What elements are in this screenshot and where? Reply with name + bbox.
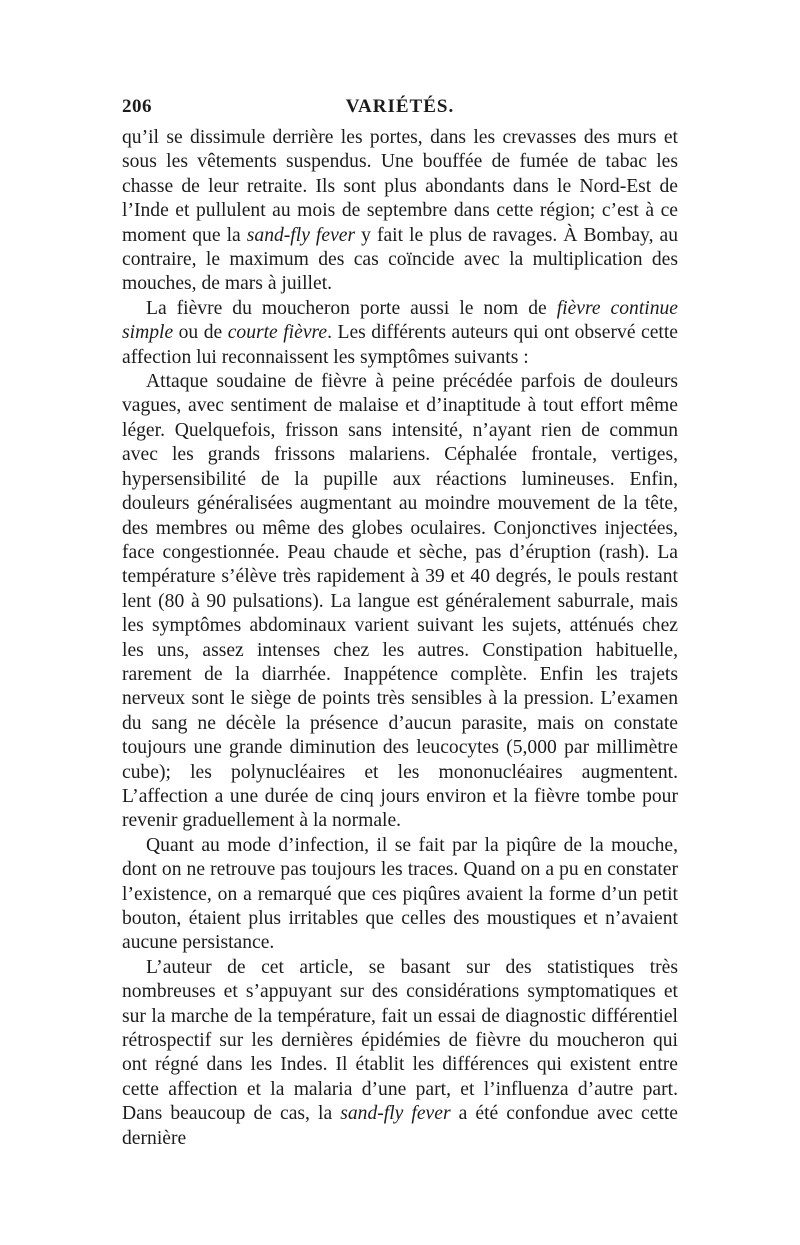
paragraph-text: Quant au mode d’infection, il se fait par la piqûre de la mouche, dont on ne retrouve pas toujours les traces. Quand on a pu en constater l’existence, on a remarqué que ces piqûres avaient la forme d’un petit bouton, étaient plus irritables que celles des moustiques et n’avaient aucune persistance. bbox=[122, 834, 678, 954]
paragraph-3 bbox=[122, 370, 678, 834]
paragraph-text: L’auteur de cet article, se basant sur des statistiques très nombreuses et s’appuyant sur des considérations symptomatiques et sur la marche de la température, fait un essai de diagnostic différentiel rétrospectif sur les dernières épidémies de fièvre du moucheron qui ont régné dans les Indes. Il établit les différences qui existent entre cette affection et la malaria d’une part, et l’influenza d’autre part. Dans beaucoup de cas, la bbox=[122, 956, 678, 1125]
paragraph-1 bbox=[122, 126, 678, 297]
running-head bbox=[122, 96, 678, 126]
paragraph-5 bbox=[122, 956, 678, 1151]
paragraph-text: ou de bbox=[173, 322, 228, 344]
paragraph-text: Attaque soudaine de fièvre à peine précédée parfois de douleurs vagues, avec sentiment de malaise et d’inaptitude à tout effort même léger. Quelquefois, frisson sans intensité, n’ayant rien de commun avec les grands frissons malariens. Céphalée frontale, vertiges, hypersensibilité de la pupille aux réactions lumineuses. Enfin, douleurs généralisées augmentant au moindre mouvement de la tête, des membres ou même des globes oculaires. Conjonctives injectées, face congestionnée. Peau chaude et sèche, pas d’éruption (rash). La température s’élève très rapidement à 39 et 40 degrés, le pouls restant lent (80 à 90 pulsations). La langue est généralement saburrale, mais les symptômes abdominaux varient suivant les sujets, atténués chez les uns, assez intenses chez les autres. Constipation habituelle, rarement de la diarrhée. Inappétence complète. Enfin les trajets nerveux sont le siège de points très sensibles à la pression. L’examen du sang ne décèle la présence d’aucun parasite, mais on constate toujours une grande diminution des leucocytes (5,000 par millimètre cube); les polynucléaires et les mononucléaires augmentent. L’affection a une durée de cinq jours environ et la fièvre tombe pour revenir graduellement à la normale. bbox=[122, 371, 678, 832]
book-page bbox=[122, 96, 678, 1151]
paragraph-text: qu’il se dissimule derrière les portes, dans les crevasses des murs et sous les vêtements suspendus. Une bouffée de fumée de tabac les chasse de leur retraite. Ils sont plus abondants dans le Nord-Est de l’Inde et pullulent au mois de septembre dans cette région; c’est à ce moment que la bbox=[122, 127, 678, 246]
paragraph-2 bbox=[122, 297, 678, 370]
running-title: VARIÉTÉS. bbox=[345, 96, 455, 117]
page-number: 206 bbox=[122, 96, 152, 117]
paragraph-text: y fait le plus de ravages. À Bombay, au contraire, le maximum des cas coïncide avec la multiplication des mouches, de mars à juillet. bbox=[122, 224, 679, 295]
italic-term-fievre-continue-simple: fièvre continue simple bbox=[122, 297, 678, 344]
paragraph-text: . Les différents auteurs qui ont observé cette affection lui reconnaissent les symptômes suivants : bbox=[122, 322, 678, 368]
body-text bbox=[122, 126, 678, 1151]
italic-term-sand-fly-fever: sand-fly fever bbox=[340, 1103, 451, 1125]
paragraph-text: a été confondue avec cette dernière bbox=[122, 1103, 678, 1149]
paragraph-text: La fièvre du moucheron porte aussi le nom de bbox=[146, 297, 557, 319]
paragraph-4 bbox=[122, 834, 678, 956]
italic-term-courte-fievre: courte fièvre bbox=[227, 322, 328, 344]
italic-term-sand-fly-fever: sand-fly fever bbox=[246, 224, 356, 246]
